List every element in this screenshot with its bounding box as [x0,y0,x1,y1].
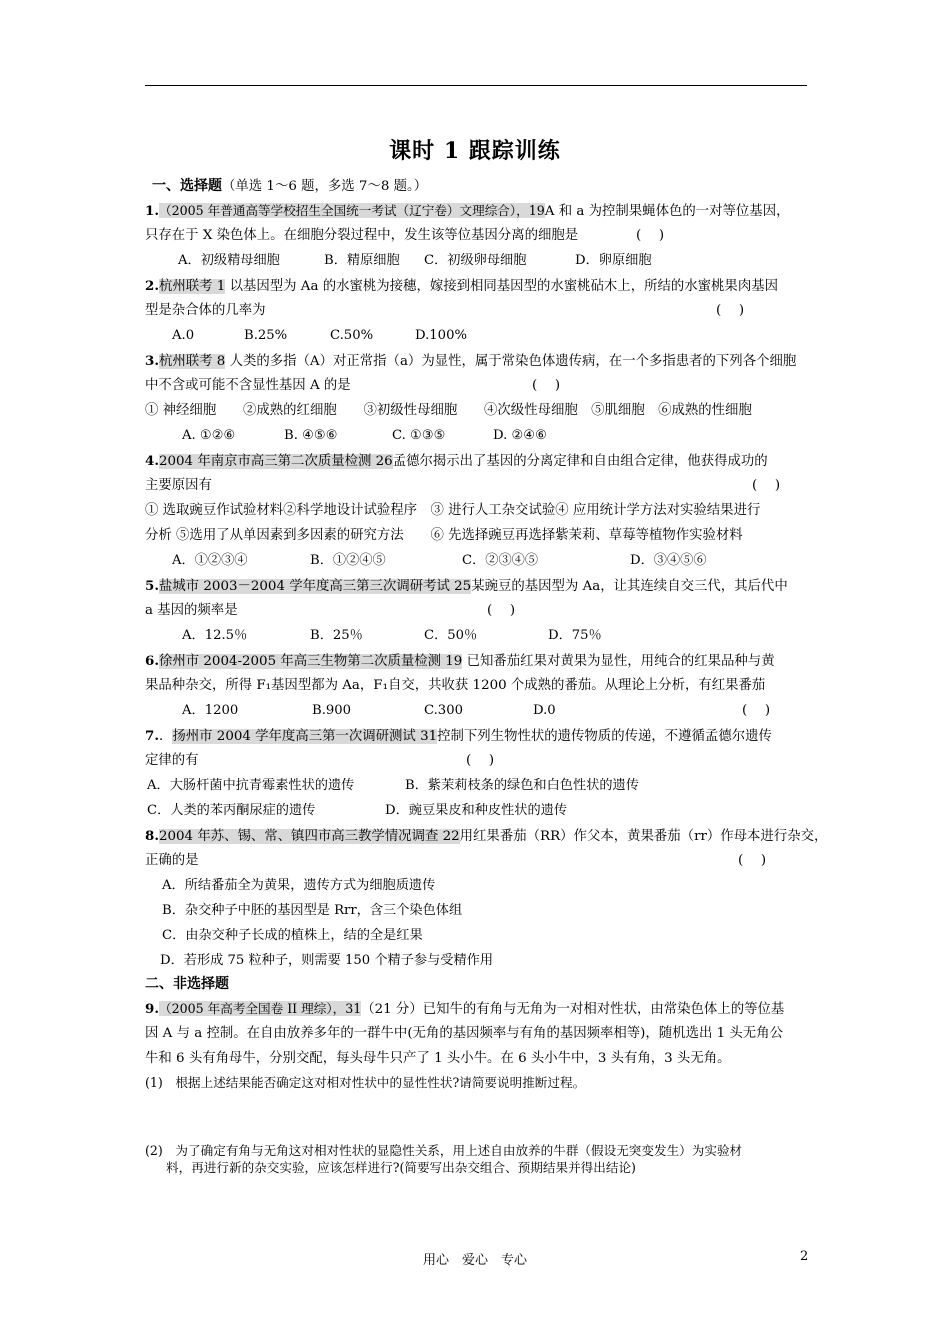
q9-source: （2005 年高考全国卷 II 理综），31 [158,1001,362,1016]
q7-answer-paren: ( ) [466,753,495,768]
q1-line1 [145,201,789,222]
q5-number: 5. [145,578,159,594]
q6-number: 6. [145,653,159,669]
q8-line1 [145,826,827,847]
q1-number: 1. [145,203,159,219]
q7-number: 7. [145,728,159,744]
q5-option-c: C．50％ [424,628,478,643]
q5-option-b: B．25％ [310,628,363,643]
q2-line1 [145,276,778,297]
q2-text: 以基因型为 Aa 的水蜜桃为接穗，嫁接到相同基因型的水蜜桃砧木上，所结的水蜜桃果肉基因 [229,279,778,294]
q3-option-c: C. ①③⑤ [392,428,446,443]
q9-line1 [145,999,784,1020]
q8-option-b: B．杂交种子中胚的基因型是 Rrr，含三个染色体组 [162,903,463,918]
page-title: 课时 1 跟踪训练 [389,138,561,164]
q4-option-d: D．③④⑤⑥ [630,553,707,568]
q7-option-d: D．豌豆果皮和种皮性状的遗传 [385,803,568,818]
q1-line2 [145,226,578,246]
q7-text: 控制下列生物性状的遗传物质的传递，不遵循孟德尔遗传 [437,729,772,744]
q1-option-b: B．精原细胞 [324,253,400,268]
q6-line2: 果品种杂交，所得 F₁基因型都为 Aa，F₁自交，共收获 1200 个成熟的番茄。从理论上分析，有红果番茄 [145,678,766,693]
q4-option-b: B．①②④⑤ [310,553,386,568]
section1-note: （单选 1～6 题，多选 7～8 题。） [222,179,428,194]
q2-option-c: C.50% [330,328,374,343]
q9-subquestion-2-line1: (2) 为了确定有角与无角这对相对性状的显隐性关系，用上述自由放养的牛群（假设无突变发生）为实验材 [145,1143,743,1158]
q2-answer-paren: ( ) [716,303,745,318]
q7-option-c: C．人类的苯丙酮尿症的遗传 [147,803,316,818]
q8-text: 用红果番茄（RR）作父本，黄果番茄（rr）作母本进行杂交， [459,829,828,844]
q2-number: 2. [145,278,159,294]
q3-option-b: B. ④⑤⑥ [284,428,338,443]
q7-line1 [145,726,772,747]
q7-source: 扬州市 2004 学年度高三第一次调研测试 31 [172,729,438,744]
q1-text: A 和 a 为控制果蝇体色的一对等位基因， [544,204,790,219]
q3-line2: 中不含或可能不含显性基因 A 的是 [145,378,351,393]
q1-text-cont: 只存在于 X 染色体上。在细胞分裂过程中，发生该等位基因分离的细胞是 [145,228,579,243]
q8-option-a: A．所结番茄全为黄果，遗传方式为细胞质遗传 [162,878,436,893]
q3-text: 人类的多指（A）对正常指（a）为显性，属于常染色体遗传病，在一个多指患者的下列各个细胞 [229,354,797,369]
q7-lead: ． [158,729,173,744]
q7-option-b: B．紫茉莉枝条的绿色和白色性状的遗传 [405,778,639,793]
q4-option-c: C．②③④⑤ [462,553,539,568]
section2-label: 二、非选择题 [145,976,229,992]
q1-answer-paren: ( ) [636,228,665,243]
q8-source: 2004 年苏、锡、常、镇四市高三教学情况调查 22 [158,829,460,844]
q2-option-a: A.0 [172,328,195,343]
q5-line2: a 基因的频率是 [145,603,238,618]
q1-option-c: C．初级卵母细胞 [424,253,527,268]
header-rule [145,85,807,86]
q2-option-b: B.25% [244,328,288,343]
q8-option-d: D．若形成 75 粒种子，则需要 150 个精子参与受精作用 [160,953,494,968]
q3-line1 [145,351,796,372]
q6-line1 [145,651,775,672]
section1-heading [152,176,427,197]
q5-answer-paren: ( ) [487,603,516,618]
q5-option-d: D．75％ [548,628,602,643]
q9-line2: 因 A 与 a 控制。在自由放养多年的一群牛中(无角的基因频率与有角的基因频率相等)，随机选出 1 头无角公 [145,1026,783,1041]
q5-text: 某豌豆的基因型为 Aa，让其连续自交三代，其后代中 [471,579,788,594]
q4-option-a: A．①②③④ [172,553,248,568]
q3-option-d: D. ②④⑥ [493,428,547,443]
q3-items: ① 神经细胞 ②成熟的红细胞 ③初级性母细胞 ④次级性母细胞 ⑤肌细胞 ⑥成熟的性细胞 [145,403,752,418]
q9-line3: 牛和 6 头有角母牛，分别交配，每头母牛只产了 1 头小牛。在 6 头小牛中，3 头有角，3 头无角。 [145,1051,731,1066]
q8-option-c: C．由杂交种子长成的植株上，结的全是红果 [162,928,423,943]
q2-source: 杭州联考 1 [158,279,226,294]
q6-option-c: C.300 [424,703,463,718]
q6-option-b: B.900 [312,703,352,718]
q4-source: 2004 年南京市高三第二次质量检测 26 [158,454,393,469]
section1-label: 一、选择题 [152,178,222,194]
q3-number: 3. [145,353,159,369]
q9-subquestion-2-line2: 料，再进行新的杂交实验，应该怎样进行?(简要写出杂交组合、预期结果并得出结论) [166,1160,636,1175]
q3-answer-paren: ( ) [532,378,561,393]
q7-line2: 定律的有 [145,753,199,768]
q5-source: 盐城市 2003－2004 学年度高三第三次调研考试 25 [158,579,472,594]
q6-text: 已知番茄红果对黄果为显性，用纯合的红果品种与黄 [466,654,775,669]
q8-answer-paren: ( ) [738,853,767,868]
q3-option-a: A. ①②⑥ [182,428,236,443]
q7-option-a: A．大肠杆菌中抗青霉素性状的遗传 [147,778,355,793]
q2-option-d: D.100% [415,328,467,343]
q6-option-a: A．1200 [182,703,239,718]
q4-items-line1: ① 选取豌豆作试验材料②科学地设计试验程序 ③ 进行人工杂交试验④ 应用统计学方法对实验结果进行 [145,503,761,518]
q5-option-a: A．12.5％ [182,628,248,643]
q4-answer-paren: ( ) [752,478,781,493]
q1-option-d: D．卵原细胞 [575,253,652,268]
q8-line2: 正确的是 [145,853,199,868]
q1-source: （2005 年普通高等学校招生全国统一考试（辽宁卷）文理综合），19 [158,203,545,218]
q4-text: 孟德尔揭示出了基因的分离定律和自由组合定律，他获得成功的 [392,454,768,469]
q9-text: （21 分）已知牛的有角与无角为一对相对性状，由常染色体上的等位基 [361,1002,785,1017]
q3-source: 杭州联考 8 [158,354,226,369]
q5-line1 [145,576,788,597]
q4-number: 4. [145,453,159,469]
q9-subquestion-1: (1) 根据上述结果能否确定这对相对性状中的显性性状?请简要说明推断过程。 [145,1075,586,1090]
q4-line2: 主要原因有 [145,478,212,493]
q8-number: 8. [145,828,159,844]
q1-option-a: A．初级精母细胞 [178,253,280,268]
q2-line2: 型是杂合体的几率为 [145,303,266,318]
page-number: 2 [800,1249,809,1264]
q6-source: 徐州市 2004-2005 年高三生物第二次质量检测 19 [158,654,463,669]
q4-items-line2: 分析 ⑤选用了从单因素到多因素的研究方法 ⑥ 先选择豌豆再选择紫茉莉、草莓等植物作实验材料 [145,528,743,543]
q6-answer-paren: ( ) [742,703,771,718]
footer-motto: 用心 爱心 专心 [422,1253,527,1268]
q9-number: 9. [145,1001,159,1017]
q6-option-d: D.0 [533,703,556,718]
q4-line1 [145,451,768,472]
